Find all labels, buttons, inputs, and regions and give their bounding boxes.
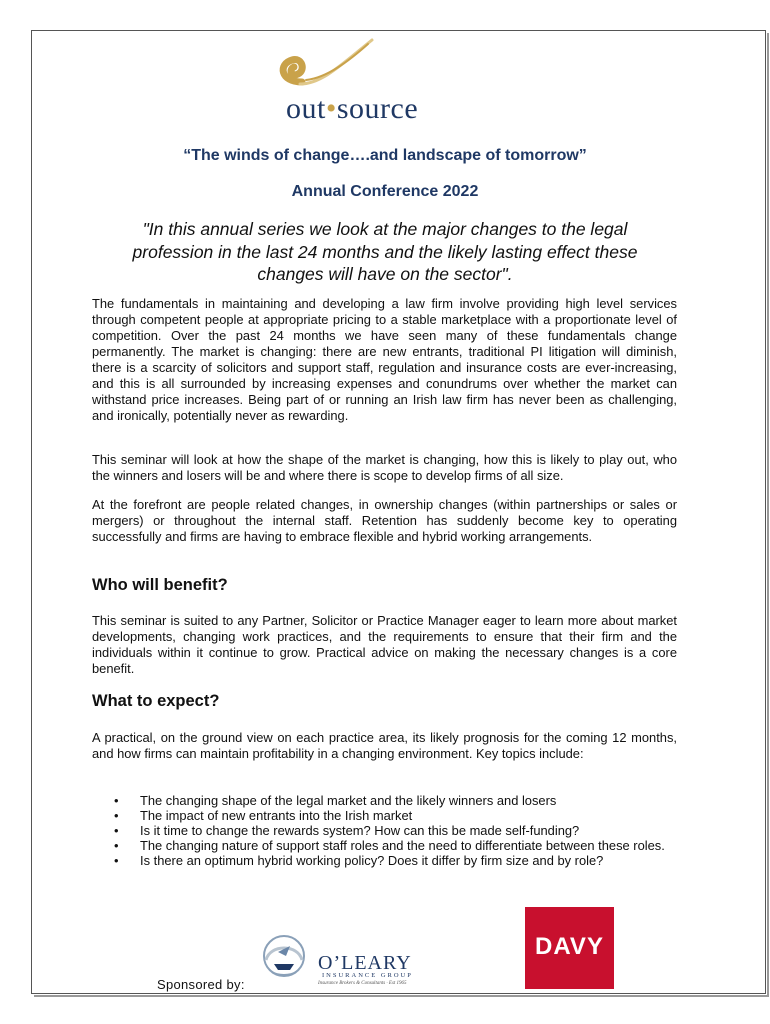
- outsource-logo-text: out•source: [286, 92, 419, 125]
- sponsored-by-label: Sponsored by:: [157, 977, 245, 992]
- oleary-crest-logo-icon: [256, 930, 312, 982]
- bullet-icon: •: [114, 793, 119, 808]
- conference-title: “The winds of change….and landscape of tomorrow”: [183, 147, 587, 164]
- list-item: • The impact of new entrants into the Irish market: [114, 808, 413, 823]
- paragraph-fundamentals: The fundamentals in maintaining and developing a law firm involve providing high level services through competent people at appropriate pricing to a stable marketplace with a proportionate level of competition. Over the past 24 months we have seen many of these fundamentals change permanently. The market is changing: there are new entrants, traditional PI litigation will diminish, there is a scarcity of solicitors and support staff, regulation and insurance costs are ever-increasing, and this is all surrounded by increasing expenses and conundrums over whether the market can withstand price increases. Being part of or running an Irish law firm has never been as challenging, and ironically, potentially never as rewarding.: [92, 296, 677, 423]
- bullet-icon: •: [114, 823, 119, 838]
- intro-quote: "In this annual series we look at the major changes to the legal profession in the last 24 months and the likely lasting effect these changes will have on the sector".: [132, 219, 638, 284]
- list-item: • The changing nature of support staff roles and the need to differentiate between these roles.: [114, 838, 665, 853]
- list-item: • The changing shape of the legal market and the likely winners and losers: [114, 793, 557, 808]
- bullet-icon: •: [114, 808, 119, 823]
- bullet-icon: •: [114, 853, 119, 868]
- outsource-swirl-logo-icon: [272, 34, 382, 94]
- list-item: • Is it time to change the rewards system? How can this be made self-funding?: [114, 823, 580, 838]
- davy-logo: [525, 907, 614, 989]
- conference-subtitle: Annual Conference 2022: [291, 183, 479, 200]
- oleary-name-logo: O’LEARY: [318, 952, 412, 974]
- paragraph-benefit: This seminar is suited to any Partner, Solicitor or Practice Manager eager to learn more about market developments, changing work practices, and the requirements to ensure that their firm and the individuals within it continue to grow. Practical advice on making the necessary changes is a core benefit.: [92, 613, 677, 676]
- key-topics-list: [114, 793, 677, 868]
- paragraph-expect: A practical, on the ground view on each practice area, its likely prognosis for the coming 12 months, and how firms can maintain profitability in a changing environment. Key topics include:: [92, 730, 677, 761]
- oleary-subtitle: INSURANCE GROUP: [322, 972, 413, 979]
- list-item: • Is there an optimum hybrid working policy? Does it differ by firm size and by role?: [114, 853, 604, 868]
- paragraph-seminar-overview: This seminar will look at how the shape of the market is changing, how this is likely to play out, who the winners and losers will be and where there is scope to develop firms of all size.: [92, 452, 677, 483]
- davy-logo-text: DAVY: [535, 933, 604, 960]
- oleary-tagline: Insurance Brokers & Consultants · Est 1965: [318, 981, 407, 986]
- paragraph-people-changes: At the forefront are people related changes, in ownership changes (within partnerships or sales or mergers) or throughout the internal staff. Retention has suddenly become key to operating successfully and firms are having to embrace flexible and hybrid working arrangements.: [92, 497, 677, 544]
- heading-who-will-benefit: Who will benefit?: [92, 576, 228, 594]
- heading-what-to-expect: What to expect?: [92, 692, 220, 710]
- bullet-icon: •: [114, 838, 119, 853]
